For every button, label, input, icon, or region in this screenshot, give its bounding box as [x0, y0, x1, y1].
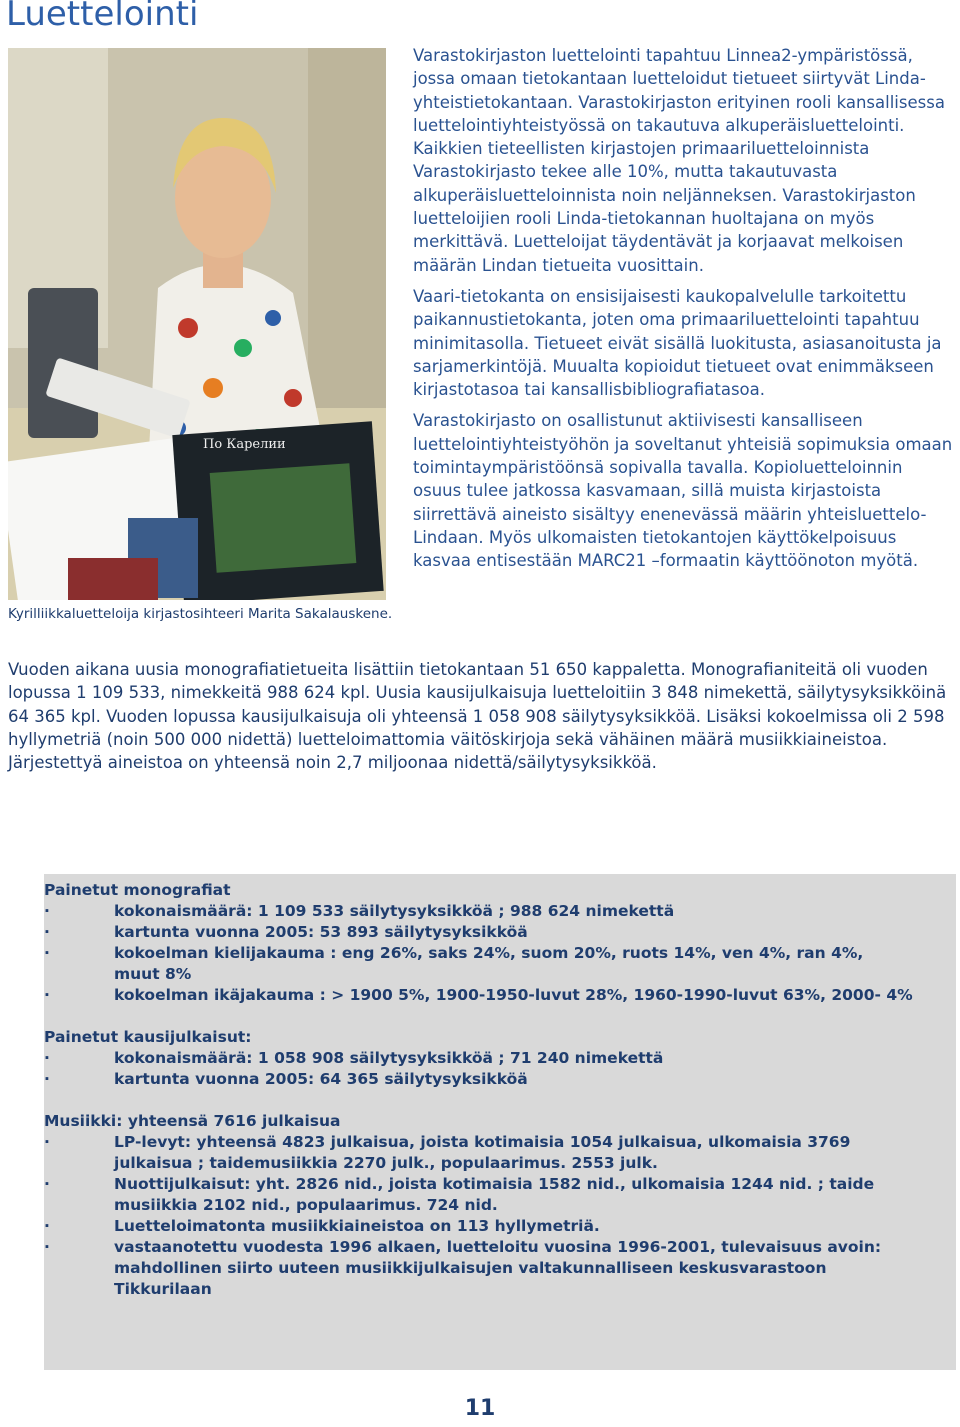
list-item — [44, 1132, 914, 1174]
paragraph: Varastokirjaston luettelointi tapahtuu Linnea2-ympäristössä, jossa omaan tietokantaan luetteloidut tietueet siirtyvät Linda-yhteistietokantaan. Varastokirjaston erityinen rooli kansallisessa luettelointiyhteistyössä on takautuva alkuperäisluettelointi. Kaikkien tieteellisten kirjastojen primaariluetteloinnista Varastokirjasto tekee alle 10%, mutta takautuvasta alkuperäisluetteloinnista noin neljänneksen. Varastokirjaston luetteloijien rooli Linda-tietokannan huoltajana on myös merkittävä. Luetteloijat täydentävät ja korjaavat melkoisen määrän Lindan tietueita vuosittain. — [413, 46, 945, 275]
list-item-text: vastaanotettu vuodesta 1996 alkaen, luetteloitu vuosina 1996-2001, tulevaisuus avoin: mahdollinen siirto uuteen musiikkijulkaisujen valtakunnalliseen keskusvarastoon Tikkurilaan — [114, 1238, 882, 1298]
bullet-icon: · — [44, 986, 50, 1004]
list-item-text: kokoelman ikäjakauma : > 1900 5%, 1900-1950-luvut 28%, 1960-1990-luvut 63%, 2000- 4% — [114, 986, 913, 1004]
bullet-icon: · — [44, 1049, 50, 1067]
list-item-text: kartunta vuonna 2005: 64 365 säilytysyksikköä — [114, 1070, 528, 1088]
photo-book-title: По Карелии — [203, 437, 286, 452]
list-item — [44, 901, 914, 922]
statistics-paragraph: Vuoden aikana uusia monografiatietueita lisättiin tietokantaan 51 650 kappaletta. Monografianiteitä oli vuoden lopussa 1 109 533, nimekkeitä 988 624 kpl. Uusia kausijulkaisuja luetteloitiin 3 848 nimekettä, säilytysyksikköinä 64 365 kpl. Vuoden lopussa kausijulkaisuja oli yhteensä 1 058 908 säilytysyksikköä. Lisäksi kokoelmissa oli 2 598 hyllymetriä (noin 500 000 nidettä) luetteloimattomia väitöskirjoja sekä vähäinen määrä musiikkiaineistoa. Järjestettyä aineistoa on yhteensä noin 2,7 miljoonaa nidettä/säilytysyksikköä. — [8, 660, 947, 773]
statistics-box — [44, 874, 956, 1370]
list-item-text: kokoelman kielijakauma : eng 26%, saks 24%, suom 20%, ruots 14%, ven 4%, ran 4%, muut 8% — [114, 944, 864, 983]
list-item — [44, 1237, 914, 1300]
bullet-icon: · — [44, 944, 50, 962]
list-item-text: kokonaismäärä: 1 058 908 säilytysyksikköä ; 71 240 nimekettä — [114, 1049, 664, 1067]
list-item-text: LP-levyt: yhteensä 4823 julkaisua, joista kotimaisia 1054 julkaisua, ulkomaisia 3769 julkaisua ; taidemusiikkia 2270 julk., populaarimus. 2553 julk. — [114, 1133, 851, 1172]
photo-back-wall — [308, 48, 386, 428]
paragraph: Vaari-tietokanta on ensisijaisesti kaukopalvelulle tarkoitettu paikannustietokanta, joten oma primaariluettelointi tapahtuu minimitasolla. Tietueet eivät sisällä luokitusta, asiasanoitusta ja sarjamerkintöjä. Muualta kopioidut tietueet ovat enimmäkseen kirjastotasoa tai kansallisbibliografiatasoa. — [413, 286, 942, 400]
group-title: Painetut kausijulkaisut: — [44, 1028, 252, 1046]
group-title: Painetut monografiat — [44, 881, 231, 899]
list-item-text: kokonaismäärä: 1 109 533 säilytysyksikköä ; 988 624 nimekettä — [114, 902, 675, 920]
list-item-text: Luetteloimatonta musiikkiaineistoa on 113 hyllymetriä. — [114, 1217, 600, 1235]
bullet-icon: · — [44, 1133, 50, 1151]
photo-book-cover-image — [210, 463, 357, 573]
list-item — [44, 1216, 914, 1237]
list-item — [44, 985, 914, 1006]
group-title: Musiikki: yhteensä 7616 julkaisua — [44, 1112, 341, 1130]
page-title: Luettelointi — [6, 0, 199, 34]
photo-caption: Kyrilliikkaluetteloija kirjastosihteeri Marita Sakalauskene. — [8, 606, 393, 622]
bullet-icon: · — [44, 923, 50, 941]
bullet-icon: · — [44, 902, 50, 920]
photo-illustration — [8, 48, 386, 600]
photo-cataloguer-at-computer — [8, 48, 386, 600]
paragraph: Varastokirjasto on osallistunut aktiivisesti kansalliseen luettelointiyhteistyöhön ja soveltanut yhteisiä sopimuksia omaan toimintaympäristöönsä sopivalla tavalla. Kopioluetteloinnin osuus tulee jatkossa kasvamaan, sillä muista kirjastoista siirrettävä aineisto sisältyy enenevässä määrin yhteisluettelo-Lindaan. Myös ulkomaisten tietokantojen käyttökelpoisuus kasvaa entisestään MARC21 –formaatin käyttöönoton myötä. — [413, 411, 953, 571]
page-number: 11 — [464, 1396, 496, 1421]
bullet-icon: · — [44, 1217, 50, 1235]
stats-group-serials — [44, 1027, 914, 1090]
photo-binder-red — [68, 558, 158, 600]
bullet-icon: · — [44, 1238, 50, 1256]
bullet-icon: · — [44, 1070, 50, 1088]
list-item — [44, 922, 914, 943]
list-item — [44, 943, 914, 985]
stats-group-monographs — [44, 880, 914, 1006]
stats-group-music — [44, 1111, 914, 1300]
bullet-icon: · — [44, 1175, 50, 1193]
right-column-text — [413, 44, 953, 581]
list-item-text: Nuottijulkaisut: yht. 2826 nid., joista kotimaisia 1582 nid., ulkomaisia 1244 nid. ; taide musiikkia 2102 nid., populaarimus. 724 nid. — [114, 1175, 875, 1214]
list-item — [44, 1048, 914, 1069]
list-item — [44, 1174, 914, 1216]
list-item-text: kartunta vuonna 2005: 53 893 säilytysyksikköä — [114, 923, 528, 941]
list-item — [44, 1069, 914, 1090]
